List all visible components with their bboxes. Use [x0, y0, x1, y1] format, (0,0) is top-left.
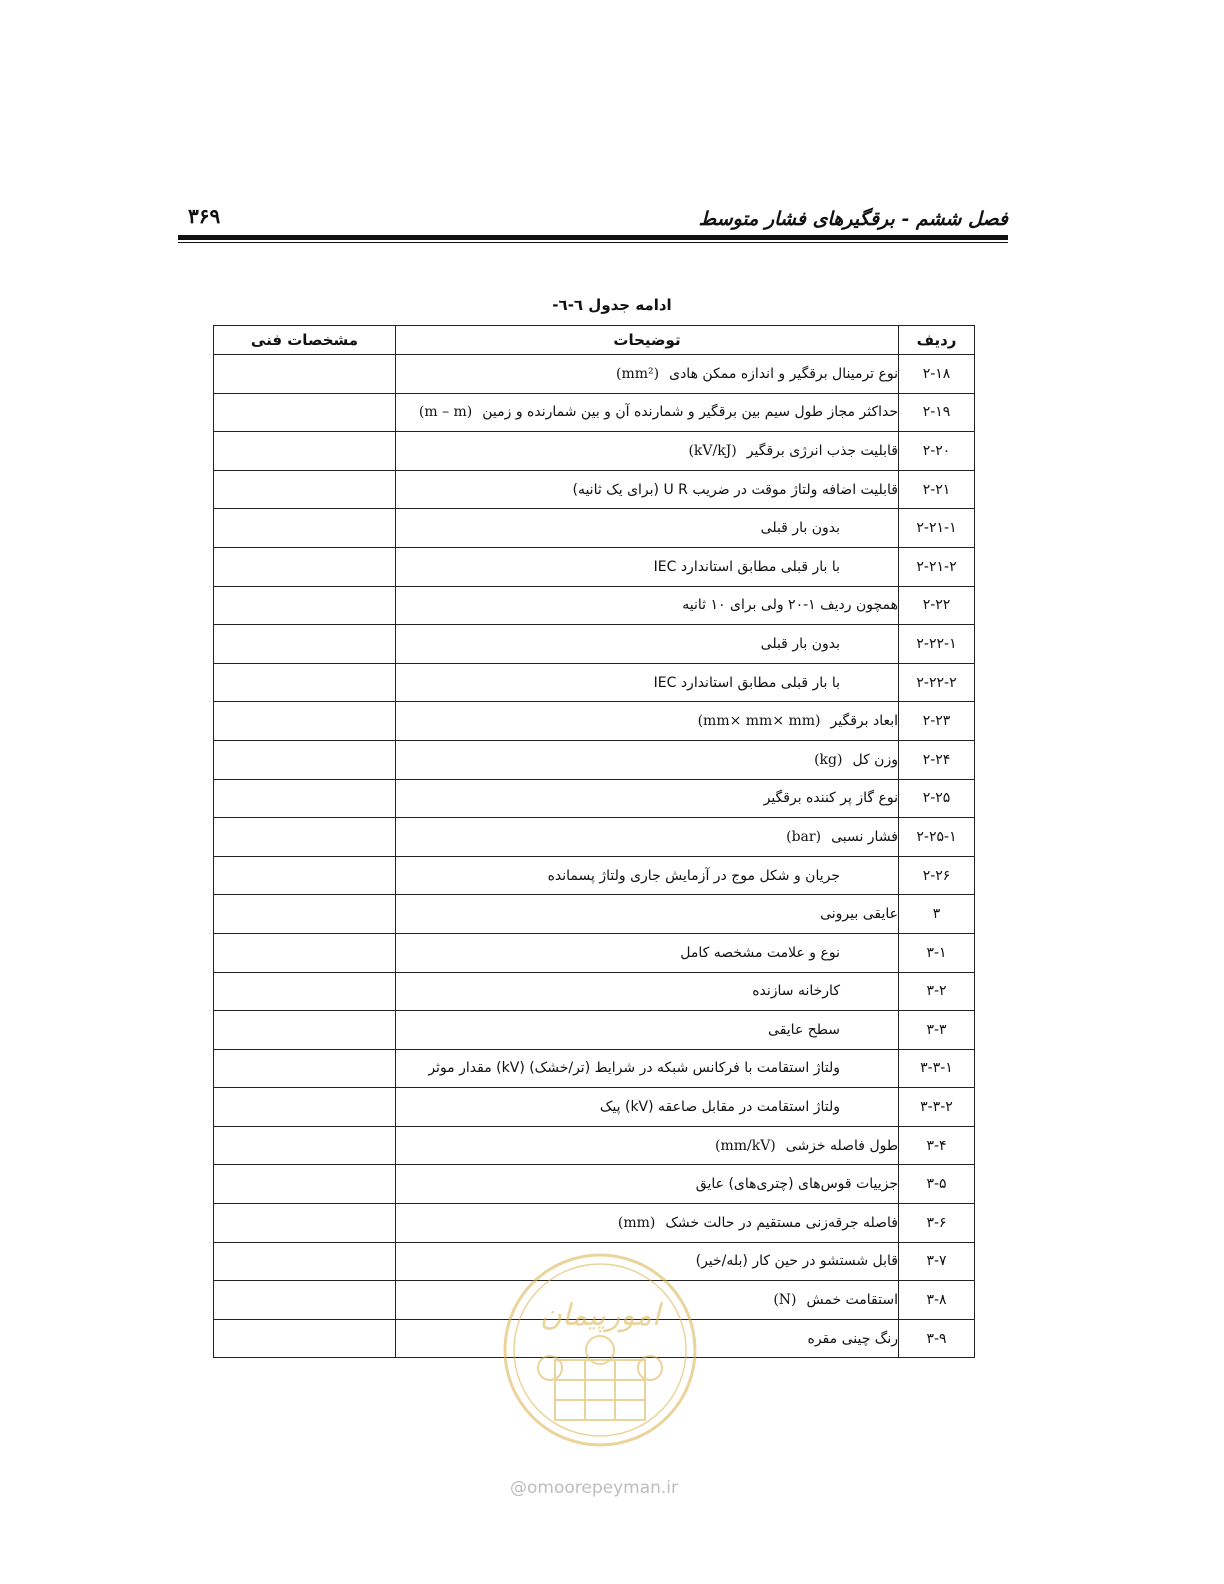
row-description-text: حداکثر مجاز طول سیم بین برقگیر و شمارنده آن و بین شمارنده و زمین	[482, 404, 898, 421]
table-row	[214, 1204, 975, 1243]
row-description	[396, 432, 899, 471]
table-row	[214, 895, 975, 934]
row-unit: (mm²)	[616, 365, 660, 382]
table-row	[214, 547, 975, 586]
table-caption: ادامه جدول ٦-٦-	[552, 296, 672, 314]
row-technical-spec-cell	[214, 856, 396, 895]
row-number: ۲-۲۱-۲	[899, 547, 975, 586]
row-description	[396, 972, 899, 1011]
table-row	[214, 972, 975, 1011]
row-description	[396, 586, 899, 625]
row-description-text: فاصله جرقه‌زنی مستقیم در حالت خشک	[665, 1214, 898, 1231]
row-description-text: رنگ چینی مقره	[807, 1330, 898, 1347]
row-description-text: قابل شستشو در حین کار (بله/خیر)	[695, 1253, 898, 1270]
row-number: ۳-۹	[899, 1319, 975, 1358]
row-description-text: وزن کل	[852, 751, 898, 768]
row-number: ۳-۲	[899, 972, 975, 1011]
row-description-text: طول فاصله خزشی	[785, 1137, 898, 1154]
table-row	[214, 933, 975, 972]
row-unit: (bar)	[786, 828, 822, 845]
row-description	[396, 509, 899, 548]
row-unit: (kV/kJ)	[688, 442, 737, 459]
row-number: ۲-۲۲-۱	[899, 625, 975, 664]
header-rule-thin	[178, 242, 1008, 243]
table-row	[214, 470, 975, 509]
row-technical-spec-cell	[214, 393, 396, 432]
row-number: ۲-۲۳	[899, 702, 975, 741]
row-description	[396, 1049, 899, 1088]
row-description-text: جزییات قوس‌های (چتری‌های) عایق	[695, 1176, 898, 1193]
row-description-text: با بار قبلی مطابق استاندارد IEC	[653, 558, 840, 575]
row-number: ۲-۲۶	[899, 856, 975, 895]
row-number: ۳-۳-۱	[899, 1049, 975, 1088]
row-description	[396, 470, 899, 509]
row-description	[396, 355, 899, 394]
row-number: ۳-۳	[899, 1011, 975, 1050]
row-description	[396, 547, 899, 586]
row-number: ۲-۲۱-۱	[899, 509, 975, 548]
table-row	[214, 355, 975, 394]
row-description-text: نوع ترمینال برقگیر و اندازه ممکن هادی	[669, 365, 898, 382]
row-technical-spec-cell	[214, 1088, 396, 1127]
table-row	[214, 856, 975, 895]
seal-icon	[500, 1250, 700, 1450]
row-description-text: کارخانه سازنده	[752, 983, 840, 1000]
table-row	[214, 663, 975, 702]
row-number: ۲-۲۱	[899, 470, 975, 509]
row-description-text: جریان و شکل موج در آزمایش جاری ولتاژ پسمانده	[547, 867, 840, 884]
table-row	[214, 1049, 975, 1088]
row-technical-spec-cell	[214, 1126, 396, 1165]
table-header-row	[214, 326, 975, 355]
table-row	[214, 740, 975, 779]
row-description	[396, 895, 899, 934]
row-description-text: همچون ردیف ۱-۲۰ ولی برای ۱۰ ثانیه	[682, 597, 898, 614]
row-unit: (mm/kV)	[714, 1137, 776, 1154]
row-technical-spec-cell	[214, 895, 396, 934]
table-row	[214, 586, 975, 625]
row-number: ۲-۱۸	[899, 355, 975, 394]
row-description	[396, 856, 899, 895]
table-row	[214, 1088, 975, 1127]
row-number: ۳-۴	[899, 1126, 975, 1165]
row-technical-spec-cell	[214, 1242, 396, 1281]
table-row	[214, 1165, 975, 1204]
row-description	[396, 740, 899, 779]
table-row	[214, 779, 975, 818]
header-rule-thick	[178, 235, 1008, 240]
table-row	[214, 818, 975, 857]
row-number: ۲-۲۵-۱	[899, 818, 975, 857]
row-technical-spec-cell	[214, 1011, 396, 1050]
spec-table	[213, 325, 975, 1358]
row-technical-spec-cell	[214, 972, 396, 1011]
row-description	[396, 933, 899, 972]
table-row	[214, 625, 975, 664]
row-technical-spec-cell	[214, 1165, 396, 1204]
row-technical-spec-cell	[214, 355, 396, 394]
row-number: ۲-۲۵	[899, 779, 975, 818]
row-description	[396, 625, 899, 664]
row-description	[396, 1011, 899, 1050]
row-number: ۳-۶	[899, 1204, 975, 1243]
row-number: ۳-۳-۲	[899, 1088, 975, 1127]
row-number: ۲-۲۴	[899, 740, 975, 779]
row-unit: (kg)	[814, 751, 843, 768]
column-header-description: توضیحات	[396, 326, 899, 355]
row-technical-spec-cell	[214, 547, 396, 586]
row-description-text: نوع گاز پر کننده برقگیر	[763, 790, 898, 807]
row-number: ۳	[899, 895, 975, 934]
table-body	[214, 355, 975, 1358]
row-description	[396, 393, 899, 432]
row-description-text: ولتاژ استقامت با فرکانس شبکه در شرایط (تر/خشک) (kV) مقدار موثر	[428, 1060, 840, 1077]
row-description	[396, 779, 899, 818]
column-header-row-number: ردیف	[899, 326, 975, 355]
row-description-text: با بار قبلی مطابق استاندارد IEC	[653, 674, 840, 691]
page-number: ۳۶۹	[188, 204, 221, 228]
row-unit: (mm)	[617, 1214, 656, 1231]
row-description-text: عایقی بیرونی	[820, 906, 898, 923]
row-number: ۳-۱	[899, 933, 975, 972]
row-description-text: بدون بار قبلی	[760, 635, 840, 652]
row-technical-spec-cell	[214, 1281, 396, 1320]
row-technical-spec-cell	[214, 818, 396, 857]
row-description-text: استقامت خمش	[806, 1292, 898, 1309]
row-technical-spec-cell	[214, 779, 396, 818]
row-description	[396, 702, 899, 741]
chapter-title: فصل ششم - برقگیرهای فشار متوسط	[698, 208, 1008, 230]
row-technical-spec-cell	[214, 625, 396, 664]
row-technical-spec-cell	[214, 586, 396, 625]
row-number: ۳-۷	[899, 1242, 975, 1281]
row-technical-spec-cell	[214, 663, 396, 702]
table-row	[214, 702, 975, 741]
row-description-text: قابلیت اضافه ولتاژ موقت در ضریب U R (برای یک ثانیه)	[572, 481, 898, 498]
row-description-text: نوع و علامت مشخصه کامل	[680, 944, 840, 961]
row-description	[396, 663, 899, 702]
row-technical-spec-cell	[214, 1319, 396, 1358]
table-row	[214, 509, 975, 548]
row-technical-spec-cell	[214, 933, 396, 972]
row-unit: (mm× mm× mm)	[697, 713, 821, 730]
row-technical-spec-cell	[214, 432, 396, 471]
row-description-text: فشار نسبی	[831, 828, 898, 845]
row-description-text: قابلیت جذب انرژی برقگیر	[746, 442, 898, 459]
row-number: ۲-۲۲-۲	[899, 663, 975, 702]
row-description	[396, 1088, 899, 1127]
svg-text:امورپیمان: امورپیمان	[539, 1298, 661, 1333]
row-number: ۲-۲۲	[899, 586, 975, 625]
page-header	[178, 198, 1008, 248]
row-technical-spec-cell	[214, 740, 396, 779]
row-unit: (N)	[773, 1292, 797, 1309]
row-description-text: سطح عایقی	[768, 1021, 840, 1038]
row-technical-spec-cell	[214, 1049, 396, 1088]
table-row	[214, 432, 975, 471]
table-row	[214, 1126, 975, 1165]
row-description	[396, 818, 899, 857]
row-description	[396, 1126, 899, 1165]
row-description-text: بدون بار قبلی	[760, 520, 840, 537]
row-number: ۲-۲۰	[899, 432, 975, 471]
row-number: ۳-۸	[899, 1281, 975, 1320]
row-description	[396, 1204, 899, 1243]
row-unit: (m – m)	[418, 404, 473, 421]
row-description	[396, 1165, 899, 1204]
column-header-technical-spec: مشخصات فنی	[214, 326, 396, 355]
row-description-text: ولتاژ استقامت در مقابل صاعقه (kV) پیک	[599, 1099, 840, 1116]
table-row	[214, 393, 975, 432]
row-technical-spec-cell	[214, 702, 396, 741]
row-number: ۲-۱۹	[899, 393, 975, 432]
row-technical-spec-cell	[214, 1204, 396, 1243]
table-row	[214, 1011, 975, 1050]
row-technical-spec-cell	[214, 470, 396, 509]
watermark-site: @omoorepeyman.ir	[510, 1478, 679, 1498]
row-technical-spec-cell	[214, 509, 396, 548]
row-description-text: ابعاد برقگیر	[830, 713, 898, 730]
row-number: ۳-۵	[899, 1165, 975, 1204]
